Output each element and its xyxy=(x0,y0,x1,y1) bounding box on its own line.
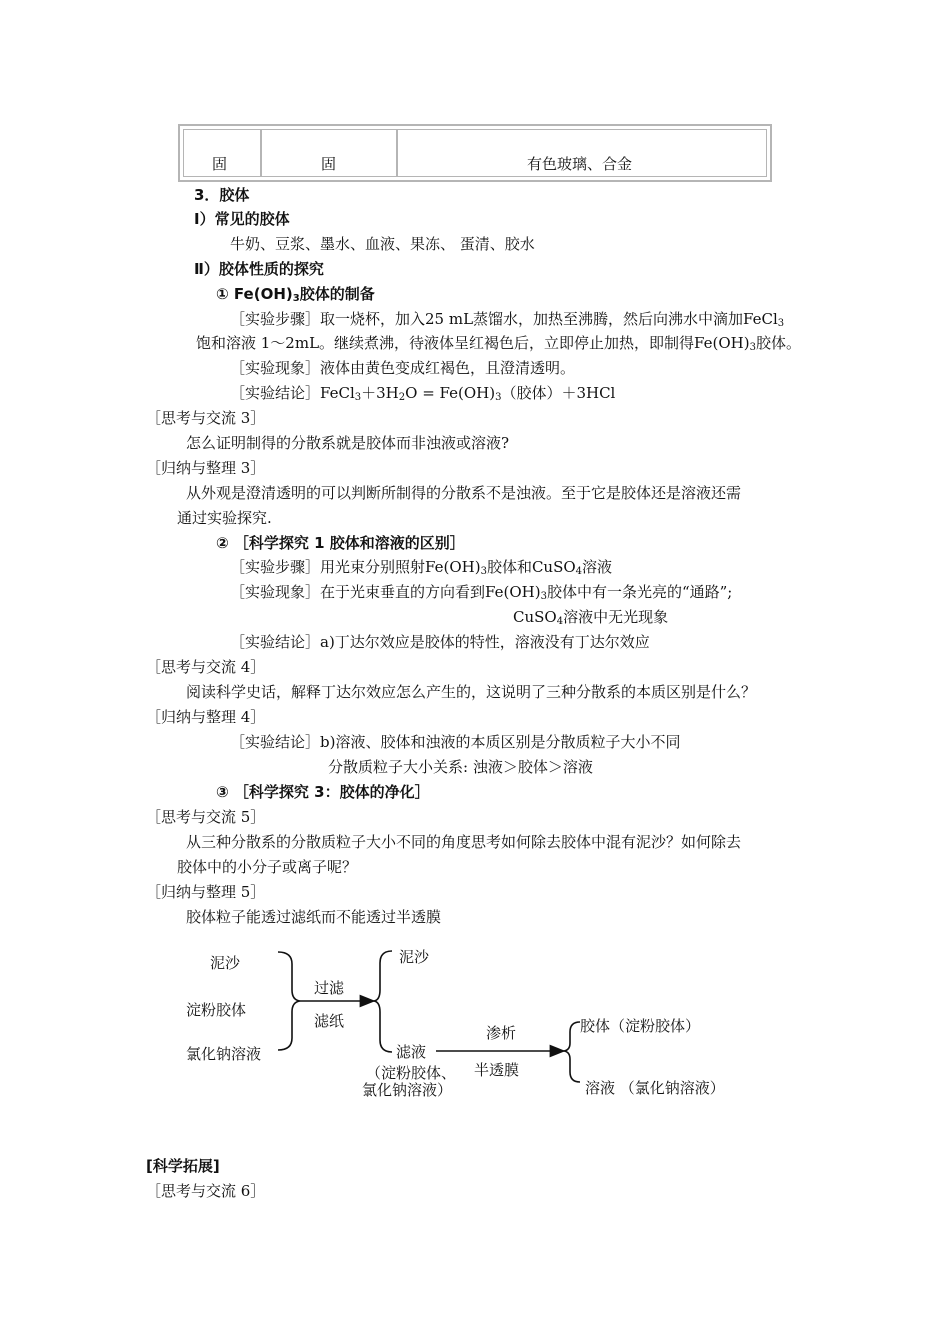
arrow2-label-top: 渗析 xyxy=(486,1024,517,1042)
item-title: ① $Fe(OH)_3$胶体的制备 xyxy=(216,285,375,304)
experiment-step: ［实验步骤］取一烧杯，加入25 mL蒸馏水，加热至沸腾，然后向沸水中滴加FeCl$_3$ xyxy=(230,310,785,329)
summary-text: 通过实验探究. xyxy=(177,509,272,527)
think-heading: ［思考与交流 6］ xyxy=(146,1182,266,1200)
table-cell: 有色玻璃、合金 xyxy=(527,155,633,173)
experiment-conclusion: ［实验结论$]FeCl_3+3H_2O = Fe(OH)_3$（胶体）＋3HCl xyxy=(230,384,616,403)
summary-heading: ［归纳与整理 4］ xyxy=(146,708,266,726)
item-title: ③ ［科学探究 3：胶体的净化］ xyxy=(216,783,430,801)
experiment-phenomenon-cont: CuSO$_4$溶液中无光现象 xyxy=(513,608,669,627)
section-title: 3．胶体 xyxy=(194,186,250,204)
think-heading: ［思考与交流 3］ xyxy=(146,409,266,427)
think-question: 阅读科学史话，解释丁达尔效应怎么产生的，这说明了三种分散系的本质区别是什么？ xyxy=(186,683,757,701)
right-brace xyxy=(564,1022,580,1082)
arrow2-label-bottom: 半透膜 xyxy=(474,1061,520,1079)
diagram-left-item: 氯化钠溶液 xyxy=(186,1045,262,1063)
middle-brace xyxy=(374,951,392,1052)
experiment-step-cont: 饱和溶液 1～2mL。继续煮沸，待液体呈红褐色后，立即停止加热，即制得$Fe(OH)_3$胶体。 xyxy=(196,334,801,353)
experiment-phenomenon: ［实验现象］液体由黄色变成红褐色，且澄清透明。 xyxy=(230,359,576,377)
think-question: 怎么证明制得的分散系就是胶体而非浊液或溶液? xyxy=(186,434,510,452)
arrow1-label-bottom: 滤纸 xyxy=(314,1012,345,1030)
table-cell: 固 xyxy=(212,155,228,173)
diagram-left-item: 泥沙 xyxy=(210,954,241,972)
summary-text: 从外观是澄清透明的可以判断所制得的分散系不是浊液。至于它是胶体还是溶液还需 xyxy=(186,484,742,502)
left-brace xyxy=(278,952,300,1050)
subsection-title: Ⅱ）胶体性质的探究 xyxy=(194,260,324,278)
summary-heading: ［归纳与整理 3］ xyxy=(146,459,266,477)
summary-text: 胶体粒子能透过滤纸而不能透过半透膜 xyxy=(186,908,442,926)
table-cell: 固 xyxy=(321,155,337,173)
think-heading: ［思考与交流 4］ xyxy=(146,658,266,676)
diagram-mid-note: （淀粉胶体、 xyxy=(366,1064,457,1082)
diagram-right-top: 胶体（淀粉胶体） xyxy=(580,1017,701,1035)
experiment-conclusion: ［实验结论］a)丁达尔效应是胶体的特性，溶液没有丁达尔效应 xyxy=(230,633,650,651)
diagram-left-item: 淀粉胶体 xyxy=(186,1001,247,1019)
diagram-right-bottom: 溶液 （氯化钠溶液） xyxy=(585,1079,725,1097)
arrow1-label-top: 过滤 xyxy=(314,979,345,997)
subsection-title: Ⅰ）常见的胶体 xyxy=(194,210,290,228)
experiment-step: ［实验步骤］用光束分别照射$Fe(OH)_3$胶体和CuSO$_4$溶液 xyxy=(230,558,613,577)
extension-title: [科学拓展] xyxy=(146,1157,220,1175)
item-title: ② ［科学探究 1 胶体和溶液的区别］ xyxy=(216,534,465,552)
think-question: 胶体中的小分子或离子呢？ xyxy=(177,858,358,876)
diagram-mid-note: 氯化钠溶液） xyxy=(362,1081,453,1099)
think-heading: ［思考与交流 5］ xyxy=(146,808,266,826)
think-question: 从三种分散系的分散质粒子大小不同的角度思考如何除去胶体中混有泥沙？如何除去 xyxy=(186,833,742,851)
diagram-mid-top: 泥沙 xyxy=(399,948,430,966)
colloid-examples: 牛奶、豆浆、墨水、血液、果冻、 蛋清、胶水 xyxy=(230,235,535,253)
experiment-conclusion: ［实验结论］b)溶液、胶体和浊液的本质区别是分散质粒子大小不同 xyxy=(230,733,681,751)
size-relation: 分散质粒子大小关系: 浊液＞胶体＞溶液 xyxy=(328,758,593,776)
experiment-phenomenon: ［实验现象］在于光束垂直的方向看到$Fe(OH)_3$胶体中有一条光亮的“通路”; xyxy=(230,583,733,602)
summary-heading: ［归纳与整理 5］ xyxy=(146,883,266,901)
diagram-mid-bottom: 滤液 xyxy=(396,1043,427,1061)
